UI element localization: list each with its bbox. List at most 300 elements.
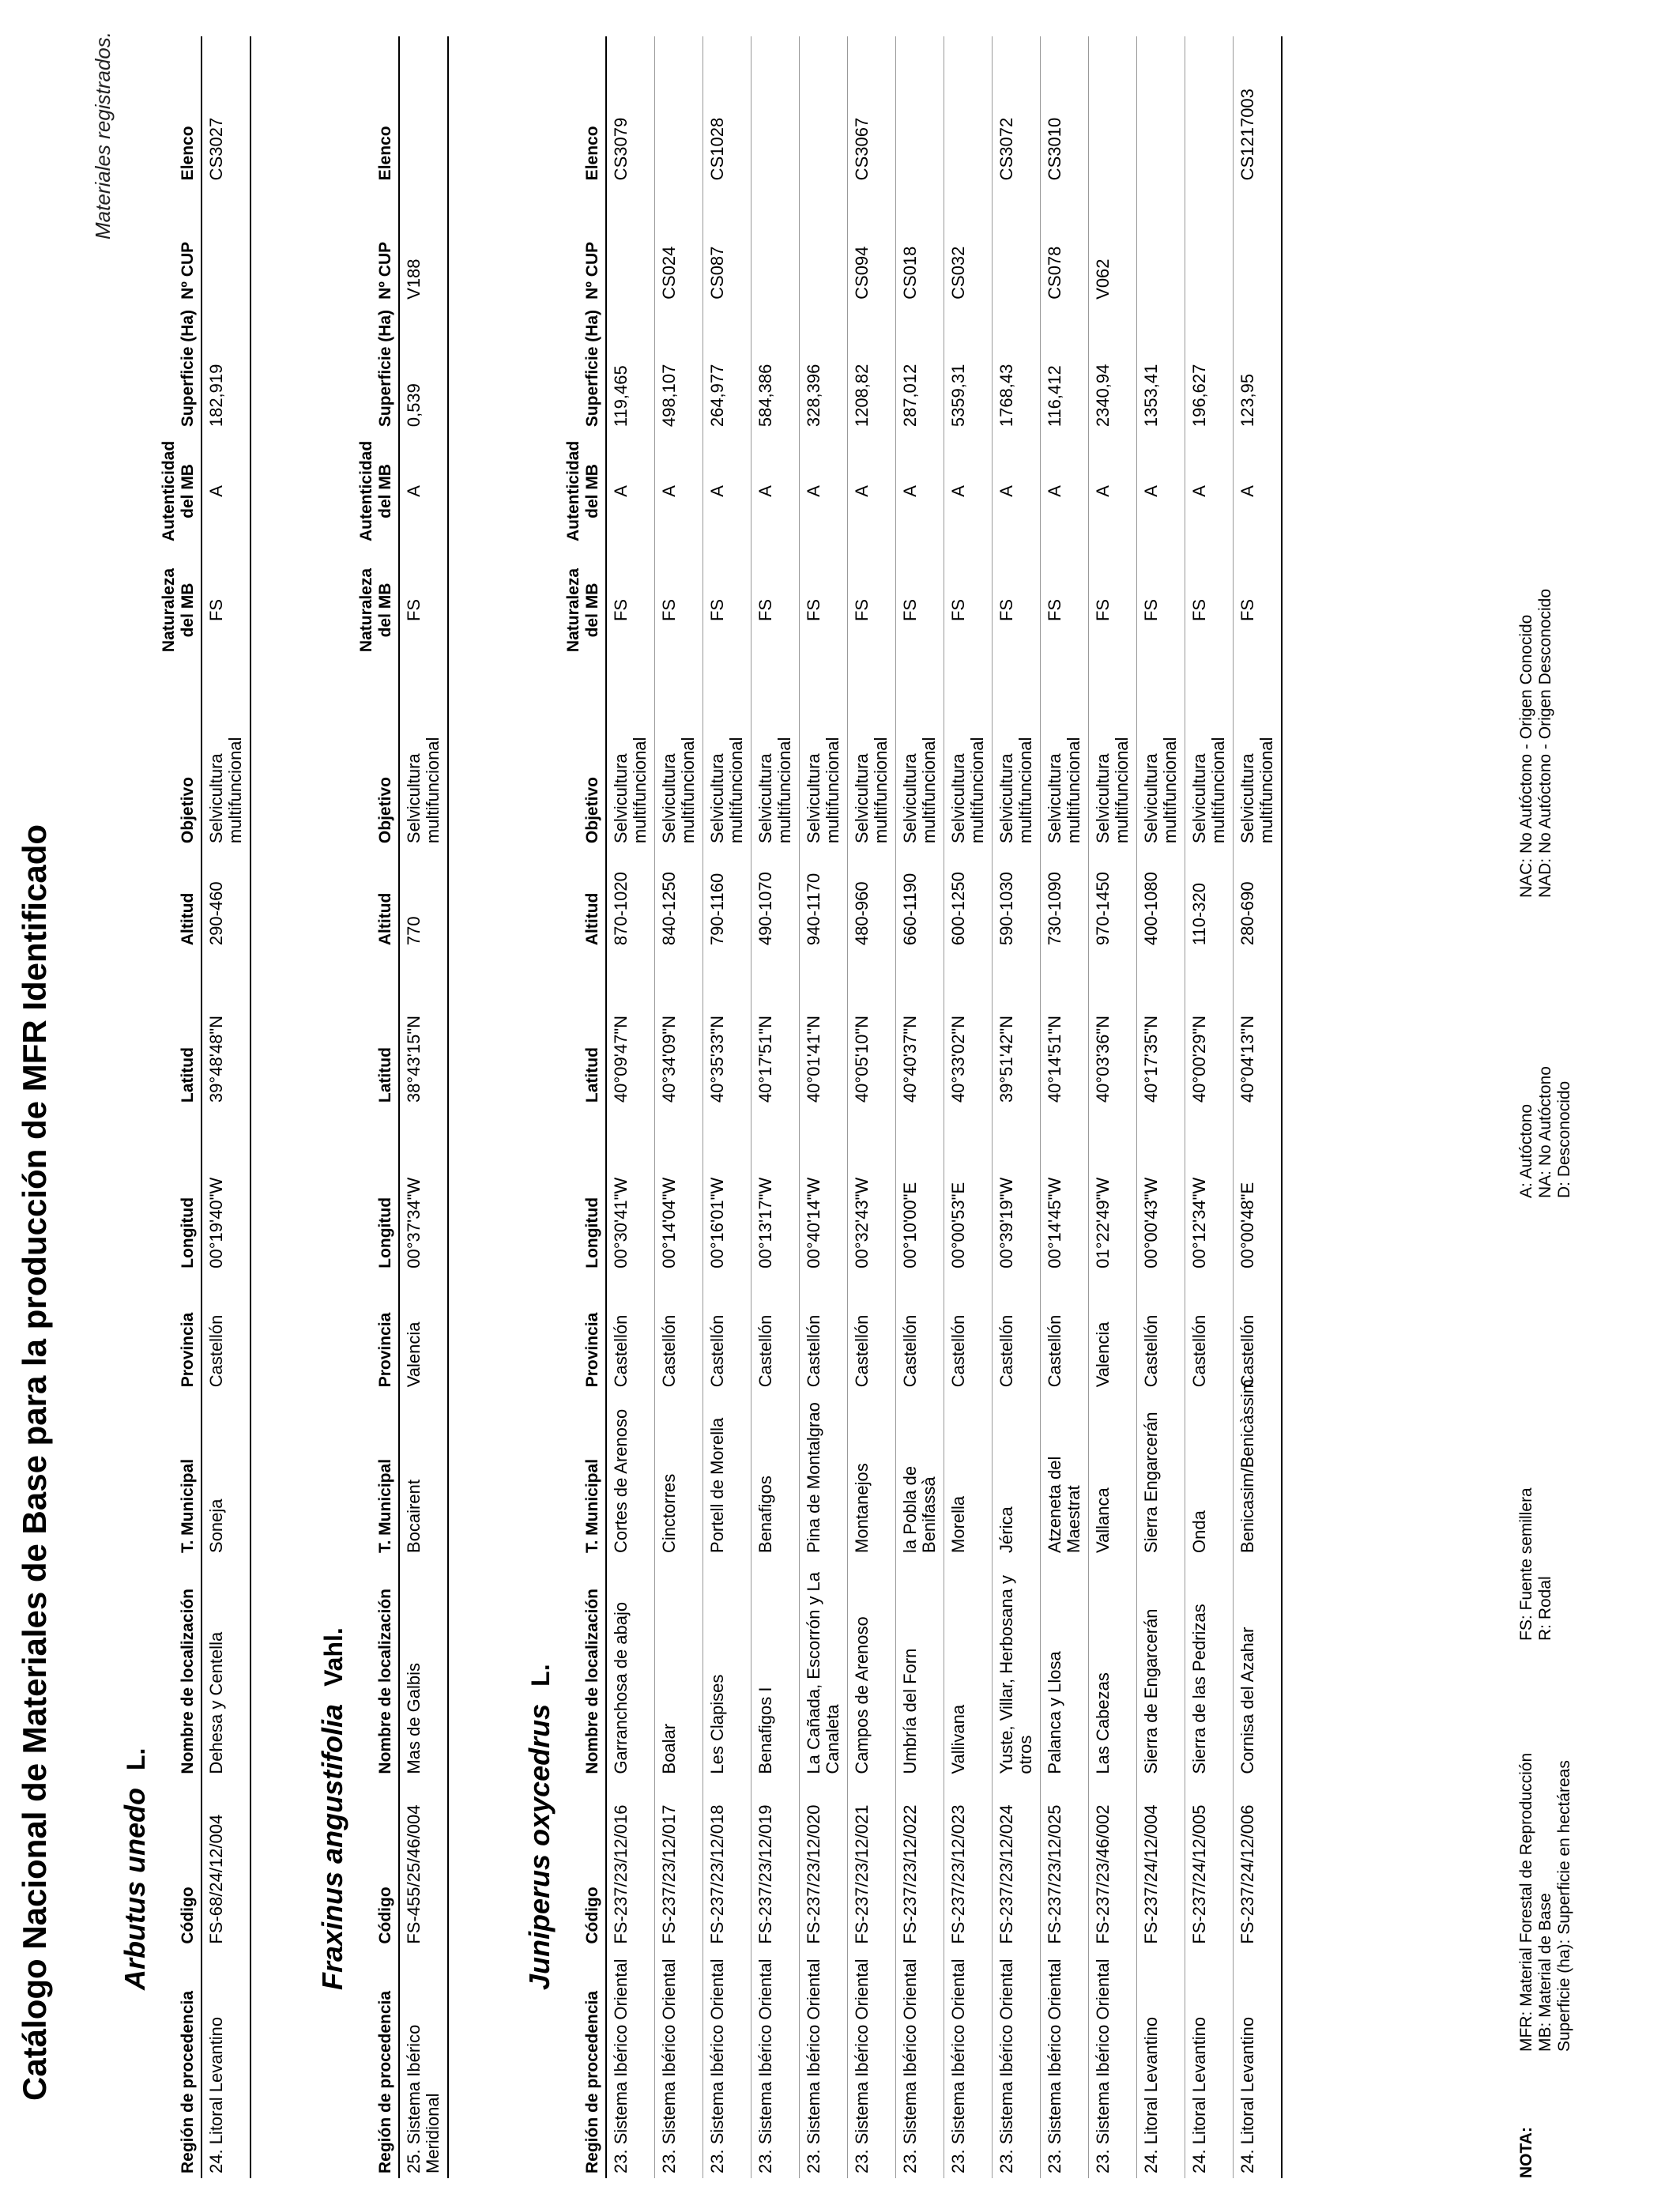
cell-objetivo: Selvicultura multifuncional xyxy=(993,669,1041,848)
cell-latitud: 40°09'47"N xyxy=(606,950,655,1107)
species-genus: Fraxinus xyxy=(316,1871,348,1990)
cell-cup: CS078 xyxy=(1041,185,1089,304)
cell-cup xyxy=(751,185,800,304)
cell-altitud: 290-460 xyxy=(202,848,250,950)
cell-objetivo: Selvicultura multifuncional xyxy=(751,669,800,848)
species-genus: Juniperus xyxy=(523,1853,556,1990)
cell-naturaleza: FS xyxy=(751,551,800,670)
species-epithet: oxycedrus xyxy=(523,1703,556,1846)
note-line: D: Desconocido xyxy=(1555,1080,1573,1198)
cell-cup xyxy=(606,185,655,304)
cell-latitud: 40°17'35"N xyxy=(1137,950,1185,1107)
cell-cup xyxy=(993,185,1041,304)
cell-autenticidad: A xyxy=(606,432,655,551)
cell-codigo: FS-237/23/12/024 xyxy=(993,1779,1041,1949)
cell-objetivo: Selvicultura multifuncional xyxy=(1185,669,1234,848)
column-header-latitud: Latitud xyxy=(356,950,399,1107)
table-row xyxy=(800,36,848,2178)
cell-region: 24. Litoral Levantino xyxy=(202,1949,250,2178)
column-header-provincia: Provincia xyxy=(563,1273,606,1393)
cell-region: 24. Litoral Levantino xyxy=(1234,1949,1283,2178)
species-genus: Arbutus xyxy=(119,1881,151,1990)
cell-municipio: Jérica xyxy=(993,1392,1041,1558)
cell-objetivo: Selvicultura multifuncional xyxy=(1234,669,1283,848)
note-line: Superficie (ha): Superficie en hectáreas xyxy=(1555,1760,1573,2052)
cell-municipio: Bocairent xyxy=(399,1392,448,1558)
cell-altitud: 660-1190 xyxy=(896,848,944,950)
column-header-latitud: Latitud xyxy=(563,950,606,1107)
column-header-objetivo: Objetivo xyxy=(356,669,399,848)
cell-nombre: Boalar xyxy=(655,1558,703,1779)
table-row xyxy=(703,36,751,2178)
cell-naturaleza: FS xyxy=(655,551,703,670)
cell-altitud: 110-320 xyxy=(1185,848,1234,950)
cell-elenco xyxy=(1089,36,1137,185)
table-row xyxy=(655,36,703,2178)
cell-municipio: Morella xyxy=(944,1392,993,1558)
table-row xyxy=(1089,36,1137,2178)
cell-longitud: 00°12'34"W xyxy=(1185,1107,1234,1273)
cell-longitud: 00°13'17"W xyxy=(751,1107,800,1273)
cell-provincia: Castellón xyxy=(1234,1273,1283,1393)
column-header-region: Región de procedencia xyxy=(158,1949,202,2178)
cell-latitud: 40°35'33"N xyxy=(703,950,751,1107)
cell-provincia: Castellón xyxy=(703,1273,751,1393)
cell-altitud: 970-1450 xyxy=(1089,848,1137,950)
column-header-codigo: Código xyxy=(158,1779,202,1949)
cell-elenco xyxy=(751,36,800,185)
cell-naturaleza: FS xyxy=(703,551,751,670)
cell-region: 23. Sistema Ibérico Oriental xyxy=(800,1949,848,2178)
cell-autenticidad: A xyxy=(944,432,993,551)
cell-elenco: CS3079 xyxy=(606,36,655,185)
cell-region: 23. Sistema Ibérico Oriental xyxy=(655,1949,703,2178)
notes-material-types xyxy=(1517,1487,1555,1641)
column-header-naturaleza: Naturaleza del MB xyxy=(356,551,399,670)
column-header-naturaleza: Naturaleza del MB xyxy=(158,551,202,670)
column-header-objetivo: Objetivo xyxy=(158,669,202,848)
cell-longitud: 00°10'00"E xyxy=(896,1107,944,1273)
cell-altitud: 480-960 xyxy=(848,848,896,950)
cell-municipio: Montanejos xyxy=(848,1392,896,1558)
cell-cup: CS024 xyxy=(655,185,703,304)
cell-altitud: 490-1070 xyxy=(751,848,800,950)
cell-autenticidad: A xyxy=(800,432,848,551)
cell-longitud: 00°40'14"W xyxy=(800,1107,848,1273)
cell-provincia: Valencia xyxy=(399,1273,448,1393)
cell-superficie: 119,465 xyxy=(606,304,655,432)
cell-superficie: 498,107 xyxy=(655,304,703,432)
cell-altitud: 770 xyxy=(399,848,448,950)
cell-elenco xyxy=(1185,36,1234,185)
table-row xyxy=(944,36,993,2178)
cell-codigo: FS-237/23/12/019 xyxy=(751,1779,800,1949)
cell-altitud: 280-690 xyxy=(1234,848,1283,950)
cell-municipio: Pina de Montalgrao xyxy=(800,1392,848,1558)
material-table-arbutus xyxy=(158,36,251,2178)
cell-longitud: 00°32'43"W xyxy=(848,1107,896,1273)
cell-altitud: 590-1030 xyxy=(993,848,1041,950)
cell-codigo: FS-237/24/12/006 xyxy=(1234,1779,1283,1949)
notes-origin xyxy=(1517,589,1555,898)
cell-nombre: Mas de Galbis xyxy=(399,1558,448,1779)
cell-region: 23. Sistema Ibérico Oriental xyxy=(751,1949,800,2178)
note-line: FS: Fuente semillera xyxy=(1517,1487,1535,1641)
cell-codigo: FS-455/25/46/004 xyxy=(399,1779,448,1949)
cell-region: 23. Sistema Ibérico Oriental xyxy=(993,1949,1041,2178)
cell-municipio: Benafigos xyxy=(751,1392,800,1558)
cell-superficie: 1208,82 xyxy=(848,304,896,432)
cell-longitud: 00°39'19"W xyxy=(993,1107,1041,1273)
cell-elenco: CS1217003 xyxy=(1234,36,1283,185)
table-header-row xyxy=(158,36,202,2178)
column-header-cup: Nº CUP xyxy=(563,185,606,304)
cell-region: 25. Sistema Ibérico Meridional xyxy=(399,1949,448,2178)
species-author: Vahl. xyxy=(319,1627,348,1687)
column-header-elenco: Elenco xyxy=(158,36,202,185)
cell-elenco: CS3067 xyxy=(848,36,896,185)
cell-longitud: 00°37'34"W xyxy=(399,1107,448,1273)
column-header-superficie: Superficie (Ha) xyxy=(563,304,606,432)
cell-nombre: Les Clapises xyxy=(703,1558,751,1779)
cell-municipio: Cortes de Arenoso xyxy=(606,1392,655,1558)
cell-municipio: Sierra Engarcerán xyxy=(1137,1392,1185,1558)
cell-municipio: Vallanca xyxy=(1089,1392,1137,1558)
cell-latitud: 40°14'51"N xyxy=(1041,950,1089,1107)
cell-codigo: FS-237/23/12/020 xyxy=(800,1779,848,1949)
cell-nombre: Benafigos I xyxy=(751,1558,800,1779)
column-header-longitud: Longitud xyxy=(563,1107,606,1273)
cell-longitud: 01°22'49"W xyxy=(1089,1107,1137,1273)
cell-naturaleza: FS xyxy=(944,551,993,670)
column-header-nombre: Nombre de localización xyxy=(158,1558,202,1779)
column-header-municipio: T. Municipal xyxy=(158,1392,202,1558)
cell-superficie: 1353,41 xyxy=(1137,304,1185,432)
cell-objetivo: Selvicultura multifuncional xyxy=(1089,669,1137,848)
cell-objetivo: Selvicultura multifuncional xyxy=(944,669,993,848)
species-title-juniperus xyxy=(523,1664,556,1990)
cell-superficie: 264,977 xyxy=(703,304,751,432)
cell-elenco xyxy=(896,36,944,185)
column-header-municipio: T. Municipal xyxy=(356,1392,399,1558)
cell-objetivo: Selvicultura multifuncional xyxy=(655,669,703,848)
cell-autenticidad: A xyxy=(751,432,800,551)
table-row xyxy=(202,36,250,2178)
cell-region: 23. Sistema Ibérico Oriental xyxy=(1041,1949,1089,2178)
table-row xyxy=(606,36,655,2178)
cell-objetivo: Selvicultura multifuncional xyxy=(399,669,448,848)
cell-superficie: 5359,31 xyxy=(944,304,993,432)
cell-longitud: 00°14'45"W xyxy=(1041,1107,1089,1273)
cell-provincia: Valencia xyxy=(1089,1273,1137,1393)
cell-cup xyxy=(1137,185,1185,304)
cell-municipio: Soneja xyxy=(202,1392,250,1558)
cell-latitud: 39°48'48"N xyxy=(202,950,250,1107)
cell-objetivo: Selvicultura multifuncional xyxy=(896,669,944,848)
cell-naturaleza: FS xyxy=(1041,551,1089,670)
column-header-altitud: Altitud xyxy=(158,848,202,950)
cell-codigo: FS-237/24/12/005 xyxy=(1185,1779,1234,1949)
cell-objetivo: Selvicultura multifuncional xyxy=(1041,669,1089,848)
cell-longitud: 00°00'43"W xyxy=(1137,1107,1185,1273)
table-row xyxy=(896,36,944,2178)
cell-latitud: 40°00'29"N xyxy=(1185,950,1234,1107)
cell-objetivo: Selvicultura multifuncional xyxy=(1137,669,1185,848)
cell-latitud: 40°17'51"N xyxy=(751,950,800,1107)
cell-elenco xyxy=(655,36,703,185)
column-header-latitud: Latitud xyxy=(158,950,202,1107)
cell-autenticidad: A xyxy=(202,432,250,551)
cell-autenticidad: A xyxy=(655,432,703,551)
cell-elenco: CS3072 xyxy=(993,36,1041,185)
cell-elenco: CS1028 xyxy=(703,36,751,185)
cell-altitud: 400-1080 xyxy=(1137,848,1185,950)
column-header-longitud: Longitud xyxy=(158,1107,202,1273)
table-row xyxy=(1234,36,1283,2178)
column-header-cup: Nº CUP xyxy=(356,185,399,304)
cell-naturaleza: FS xyxy=(1089,551,1137,670)
cell-provincia: Castellón xyxy=(202,1273,250,1393)
cell-region: 23. Sistema Ibérico Oriental xyxy=(944,1949,993,2178)
cell-autenticidad: A xyxy=(848,432,896,551)
cell-objetivo: Selvicultura multifuncional xyxy=(703,669,751,848)
cell-superficie: 196,627 xyxy=(1185,304,1234,432)
cell-provincia: Castellón xyxy=(1137,1273,1185,1393)
cell-autenticidad: A xyxy=(1089,432,1137,551)
species-author: L. xyxy=(526,1664,555,1687)
column-header-cup: Nº CUP xyxy=(158,185,202,304)
cell-longitud: 00°16'01"W xyxy=(703,1107,751,1273)
cell-municipio: la Pobla de Benifassà xyxy=(896,1392,944,1558)
cell-municipio: Benicasim/Benicàssim xyxy=(1234,1392,1283,1558)
cell-longitud: 00°00'48"E xyxy=(1234,1107,1283,1273)
cell-superficie: 584,386 xyxy=(751,304,800,432)
cell-naturaleza: FS xyxy=(800,551,848,670)
cell-naturaleza: FS xyxy=(202,551,250,670)
cell-provincia: Castellón xyxy=(606,1273,655,1393)
material-table-fraxinus xyxy=(356,36,449,2178)
cell-latitud: 38°43'15"N xyxy=(399,950,448,1107)
cell-provincia: Castellón xyxy=(848,1273,896,1393)
cell-longitud: 00°30'41"W xyxy=(606,1107,655,1273)
cell-cup: CS018 xyxy=(896,185,944,304)
column-header-codigo: Código xyxy=(563,1779,606,1949)
column-header-naturaleza: Naturaleza del MB xyxy=(563,551,606,670)
cell-autenticidad: A xyxy=(896,432,944,551)
table-row xyxy=(1137,36,1185,2178)
cell-region: 23. Sistema Ibérico Oriental xyxy=(606,1949,655,2178)
cell-codigo: FS-237/24/12/004 xyxy=(1137,1779,1185,1949)
cell-autenticidad: A xyxy=(993,432,1041,551)
column-header-longitud: Longitud xyxy=(356,1107,399,1273)
cell-provincia: Castellón xyxy=(1185,1273,1234,1393)
cell-region: 23. Sistema Ibérico Oriental xyxy=(848,1949,896,2178)
cell-elenco: CS3010 xyxy=(1041,36,1089,185)
cell-region: 24. Litoral Levantino xyxy=(1137,1949,1185,2178)
cell-provincia: Castellón xyxy=(800,1273,848,1393)
cell-latitud: 39°51'42"N xyxy=(993,950,1041,1107)
column-header-autenticidad: Autenticidad del MB xyxy=(158,432,202,551)
column-header-nombre: Nombre de localización xyxy=(356,1558,399,1779)
column-header-municipio: T. Municipal xyxy=(563,1392,606,1558)
column-header-altitud: Altitud xyxy=(356,848,399,950)
cell-objetivo: Selvicultura multifuncional xyxy=(202,669,250,848)
page-subtitle: Materiales registrados. xyxy=(91,32,115,239)
cell-provincia: Castellón xyxy=(751,1273,800,1393)
note-line: A: Autóctono xyxy=(1517,1103,1535,1198)
cell-codigo: FS-237/23/12/022 xyxy=(896,1779,944,1949)
cell-latitud: 40°03'36"N xyxy=(1089,950,1137,1107)
table-row xyxy=(1185,36,1234,2178)
cell-nombre: Sierra de Engarcerán xyxy=(1137,1558,1185,1779)
column-header-elenco: Elenco xyxy=(356,36,399,185)
cell-provincia: Castellón xyxy=(896,1273,944,1393)
cell-cup: V188 xyxy=(399,185,448,304)
cell-provincia: Castellón xyxy=(1041,1273,1089,1393)
cell-superficie: 182,919 xyxy=(202,304,250,432)
cell-naturaleza: FS xyxy=(896,551,944,670)
cell-nombre: Cornisa del Azahar xyxy=(1234,1558,1283,1779)
note-line: NA: No Autóctono xyxy=(1536,1066,1554,1198)
note-line: NAD: No Autóctono - Origen Desconocido xyxy=(1536,588,1554,898)
cell-autenticidad: A xyxy=(1137,432,1185,551)
cell-autenticidad: A xyxy=(1041,432,1089,551)
cell-nombre: Campos de Arenoso xyxy=(848,1558,896,1779)
cell-elenco xyxy=(399,36,448,185)
cell-objetivo: Selvicultura multifuncional xyxy=(800,669,848,848)
column-header-altitud: Altitud xyxy=(563,848,606,950)
cell-codigo: FS-68/24/12/004 xyxy=(202,1779,250,1949)
cell-elenco xyxy=(1137,36,1185,185)
cell-codigo: FS-237/23/12/017 xyxy=(655,1779,703,1949)
cell-altitud: 790-1160 xyxy=(703,848,751,950)
notes-label-text: NOTA: xyxy=(1517,2127,1535,2178)
cell-elenco xyxy=(944,36,993,185)
cell-codigo: FS-237/23/46/002 xyxy=(1089,1779,1137,1949)
column-header-autenticidad: Autenticidad del MB xyxy=(563,432,606,551)
notes-abbreviations xyxy=(1517,1753,1574,2052)
cell-autenticidad: A xyxy=(703,432,751,551)
page-title: Catálogo Nacional de Materiales de Base para la producción de MFR Identificado xyxy=(16,824,53,2101)
cell-altitud: 730-1090 xyxy=(1041,848,1089,950)
cell-provincia: Castellón xyxy=(655,1273,703,1393)
cell-superficie: 287,012 xyxy=(896,304,944,432)
cell-latitud: 40°34'09"N xyxy=(655,950,703,1107)
cell-superficie: 116,412 xyxy=(1041,304,1089,432)
column-header-objetivo: Objetivo xyxy=(563,669,606,848)
cell-cup: CS032 xyxy=(944,185,993,304)
cell-cup: V062 xyxy=(1089,185,1137,304)
cell-latitud: 40°33'02"N xyxy=(944,950,993,1107)
note-line: MFR: Material Forestal de Reproducción xyxy=(1517,1752,1535,2052)
notes-authenticity xyxy=(1517,1066,1574,1198)
species-author: L. xyxy=(122,1747,150,1770)
material-table-juniperus xyxy=(563,36,1283,2178)
cell-codigo: FS-237/23/12/016 xyxy=(606,1779,655,1949)
cell-nombre: Umbría del Forn xyxy=(896,1558,944,1779)
column-header-nombre: Nombre de localización xyxy=(563,1558,606,1779)
notes-label xyxy=(1517,2127,1536,2178)
species-title-arbutus xyxy=(119,1748,152,1990)
cell-nombre: Garranchosa de abajo xyxy=(606,1558,655,1779)
cell-region: 23. Sistema Ibérico Oriental xyxy=(1089,1949,1137,2178)
cell-naturaleza: FS xyxy=(1185,551,1234,670)
column-header-region: Región de procedencia xyxy=(356,1949,399,2178)
cell-codigo: FS-237/23/12/018 xyxy=(703,1779,751,1949)
species-title-fraxinus xyxy=(316,1627,349,1990)
cell-latitud: 40°05'10"N xyxy=(848,950,896,1107)
cell-municipio: Portell de Morella xyxy=(703,1392,751,1558)
table-row xyxy=(399,36,448,2178)
cell-cup xyxy=(202,185,250,304)
cell-naturaleza: FS xyxy=(606,551,655,670)
cell-codigo: FS-237/23/12/023 xyxy=(944,1779,993,1949)
cell-region: 23. Sistema Ibérico Oriental xyxy=(896,1949,944,2178)
cell-municipio: Atzeneta del Maestrat xyxy=(1041,1392,1089,1558)
note-line: MB: Material de Base xyxy=(1536,1893,1554,2052)
column-header-region: Región de procedencia xyxy=(563,1949,606,2178)
table-row xyxy=(1041,36,1089,2178)
table-header-row xyxy=(563,36,606,2178)
cell-superficie: 1768,43 xyxy=(993,304,1041,432)
cell-cup: CS094 xyxy=(848,185,896,304)
cell-cup: CS087 xyxy=(703,185,751,304)
cell-region: 24. Litoral Levantino xyxy=(1185,1949,1234,2178)
cell-superficie: 2340,94 xyxy=(1089,304,1137,432)
cell-latitud: 40°01'41"N xyxy=(800,950,848,1107)
cell-nombre: Palanca y Llosa xyxy=(1041,1558,1089,1779)
cell-autenticidad: A xyxy=(1234,432,1283,551)
column-header-provincia: Provincia xyxy=(158,1273,202,1393)
cell-superficie: 123,95 xyxy=(1234,304,1283,432)
cell-objetivo: Selvicultura multifuncional xyxy=(606,669,655,848)
cell-cup xyxy=(1234,185,1283,304)
cell-nombre: Dehesa y Centella xyxy=(202,1558,250,1779)
table-row xyxy=(751,36,800,2178)
cell-municipio: Cinctorres xyxy=(655,1392,703,1558)
cell-codigo: FS-237/23/12/021 xyxy=(848,1779,896,1949)
cell-altitud: 870-1020 xyxy=(606,848,655,950)
species-epithet: unedo xyxy=(119,1788,151,1873)
cell-elenco xyxy=(800,36,848,185)
cell-naturaleza: FS xyxy=(848,551,896,670)
cell-naturaleza: FS xyxy=(1234,551,1283,670)
cell-nombre: Sierra de las Pedrizas xyxy=(1185,1558,1234,1779)
column-header-provincia: Provincia xyxy=(356,1273,399,1393)
note-line: R: Rodal xyxy=(1536,1576,1554,1641)
cell-altitud: 840-1250 xyxy=(655,848,703,950)
column-header-elenco: Elenco xyxy=(563,36,606,185)
cell-superficie: 0,539 xyxy=(399,304,448,432)
cell-cup xyxy=(800,185,848,304)
cell-region: 23. Sistema Ibérico Oriental xyxy=(703,1949,751,2178)
cell-longitud: 00°14'04"W xyxy=(655,1107,703,1273)
cell-provincia: Castellón xyxy=(944,1273,993,1393)
column-header-autenticidad: Autenticidad del MB xyxy=(356,432,399,551)
cell-cup xyxy=(1185,185,1234,304)
cell-latitud: 40°04'13"N xyxy=(1234,950,1283,1107)
cell-elenco: CS3027 xyxy=(202,36,250,185)
column-header-codigo: Código xyxy=(356,1779,399,1949)
cell-longitud: 00°19'40"W xyxy=(202,1107,250,1273)
table-row xyxy=(993,36,1041,2178)
cell-codigo: FS-237/23/12/025 xyxy=(1041,1779,1089,1949)
cell-nombre: Yuste, Villar, Herbosana y otros xyxy=(993,1558,1041,1779)
column-header-superficie: Superficie (Ha) xyxy=(356,304,399,432)
cell-longitud: 00°00'53"E xyxy=(944,1107,993,1273)
cell-altitud: 600-1250 xyxy=(944,848,993,950)
cell-nombre: Vallivana xyxy=(944,1558,993,1779)
